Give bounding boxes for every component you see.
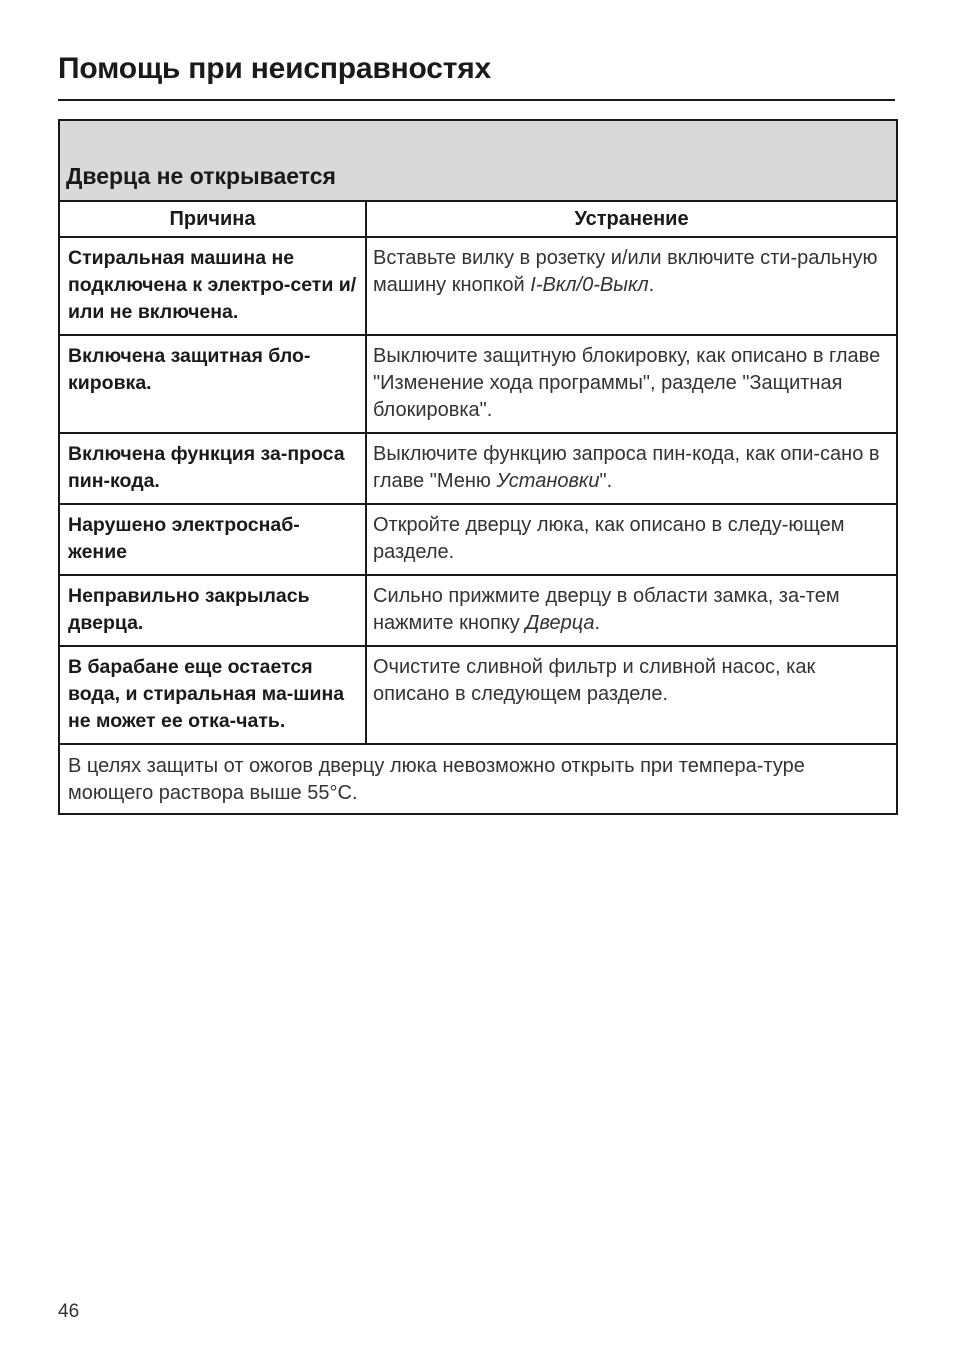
remedy-emphasis: I-Вкл/0-Выкл <box>530 274 649 296</box>
cause-cell: Неправильно закрылась дверца. <box>59 575 366 646</box>
cause-cell: Включена защитная бло-кировка. <box>59 335 366 433</box>
troubleshooting-table <box>58 119 898 815</box>
remedy-cell <box>366 504 897 575</box>
remedy-emphasis: Установки <box>496 470 600 492</box>
remedy-text: Сильно прижмите дверцу в области замка, за-тем нажмите кнопку <box>373 585 840 634</box>
column-header-remedy: Устранение <box>366 201 897 237</box>
cause-cell: Нарушено электроснаб-жение <box>59 504 366 575</box>
remedy-cell <box>366 646 897 744</box>
section-heading: Дверца не открывается <box>59 120 897 201</box>
table-row <box>59 237 897 335</box>
table-row <box>59 504 897 575</box>
remedy-text: Очистите сливной фильтр и сливной насос, как описано в следующем разделе. <box>373 656 816 705</box>
cause-cell: В барабане еще остается вода, и стиральная ма-шина не может ее отка-чать. <box>59 646 366 744</box>
remedy-cell <box>366 237 897 335</box>
remedy-text: Выключите защитную блокировку, как описано в главе "Изменение хода программы", разделе "Защитная блокировка". <box>373 345 881 421</box>
table-row <box>59 575 897 646</box>
table-row <box>59 646 897 744</box>
remedy-text-end: ". <box>599 470 613 492</box>
remedy-text-end: . <box>648 274 655 296</box>
table-row <box>59 433 897 504</box>
remedy-text-end: . <box>594 612 601 634</box>
remedy-text: Выключите функцию запроса пин-кода, как опи-сано в главе "Меню <box>373 443 880 492</box>
cause-cell: Стиральная машина не подключена к электро-сети и/или не включена. <box>59 237 366 335</box>
remedy-emphasis: Дверца <box>525 612 595 634</box>
table-row <box>59 335 897 433</box>
remedy-cell <box>366 335 897 433</box>
page-number: 46 <box>58 1301 80 1322</box>
page-title: Помощь при неисправностях <box>58 52 492 85</box>
safety-note: В целях защиты от ожогов дверцу люка невозможно открыть при темпера-туре моющего раствора выше 55°C. <box>59 744 897 814</box>
remedy-cell <box>366 433 897 504</box>
remedy-text: Вставьте вилку в розетку и/или включите сти-ральную машину кнопкой <box>373 247 878 296</box>
column-header-cause: Причина <box>59 201 366 237</box>
title-divider <box>58 99 895 101</box>
cause-cell: Включена функция за-проса пин-кода. <box>59 433 366 504</box>
remedy-text: Откройте дверцу люка, как описано в следу-ющем разделе. <box>373 514 845 563</box>
remedy-cell <box>366 575 897 646</box>
table-body <box>59 237 897 744</box>
